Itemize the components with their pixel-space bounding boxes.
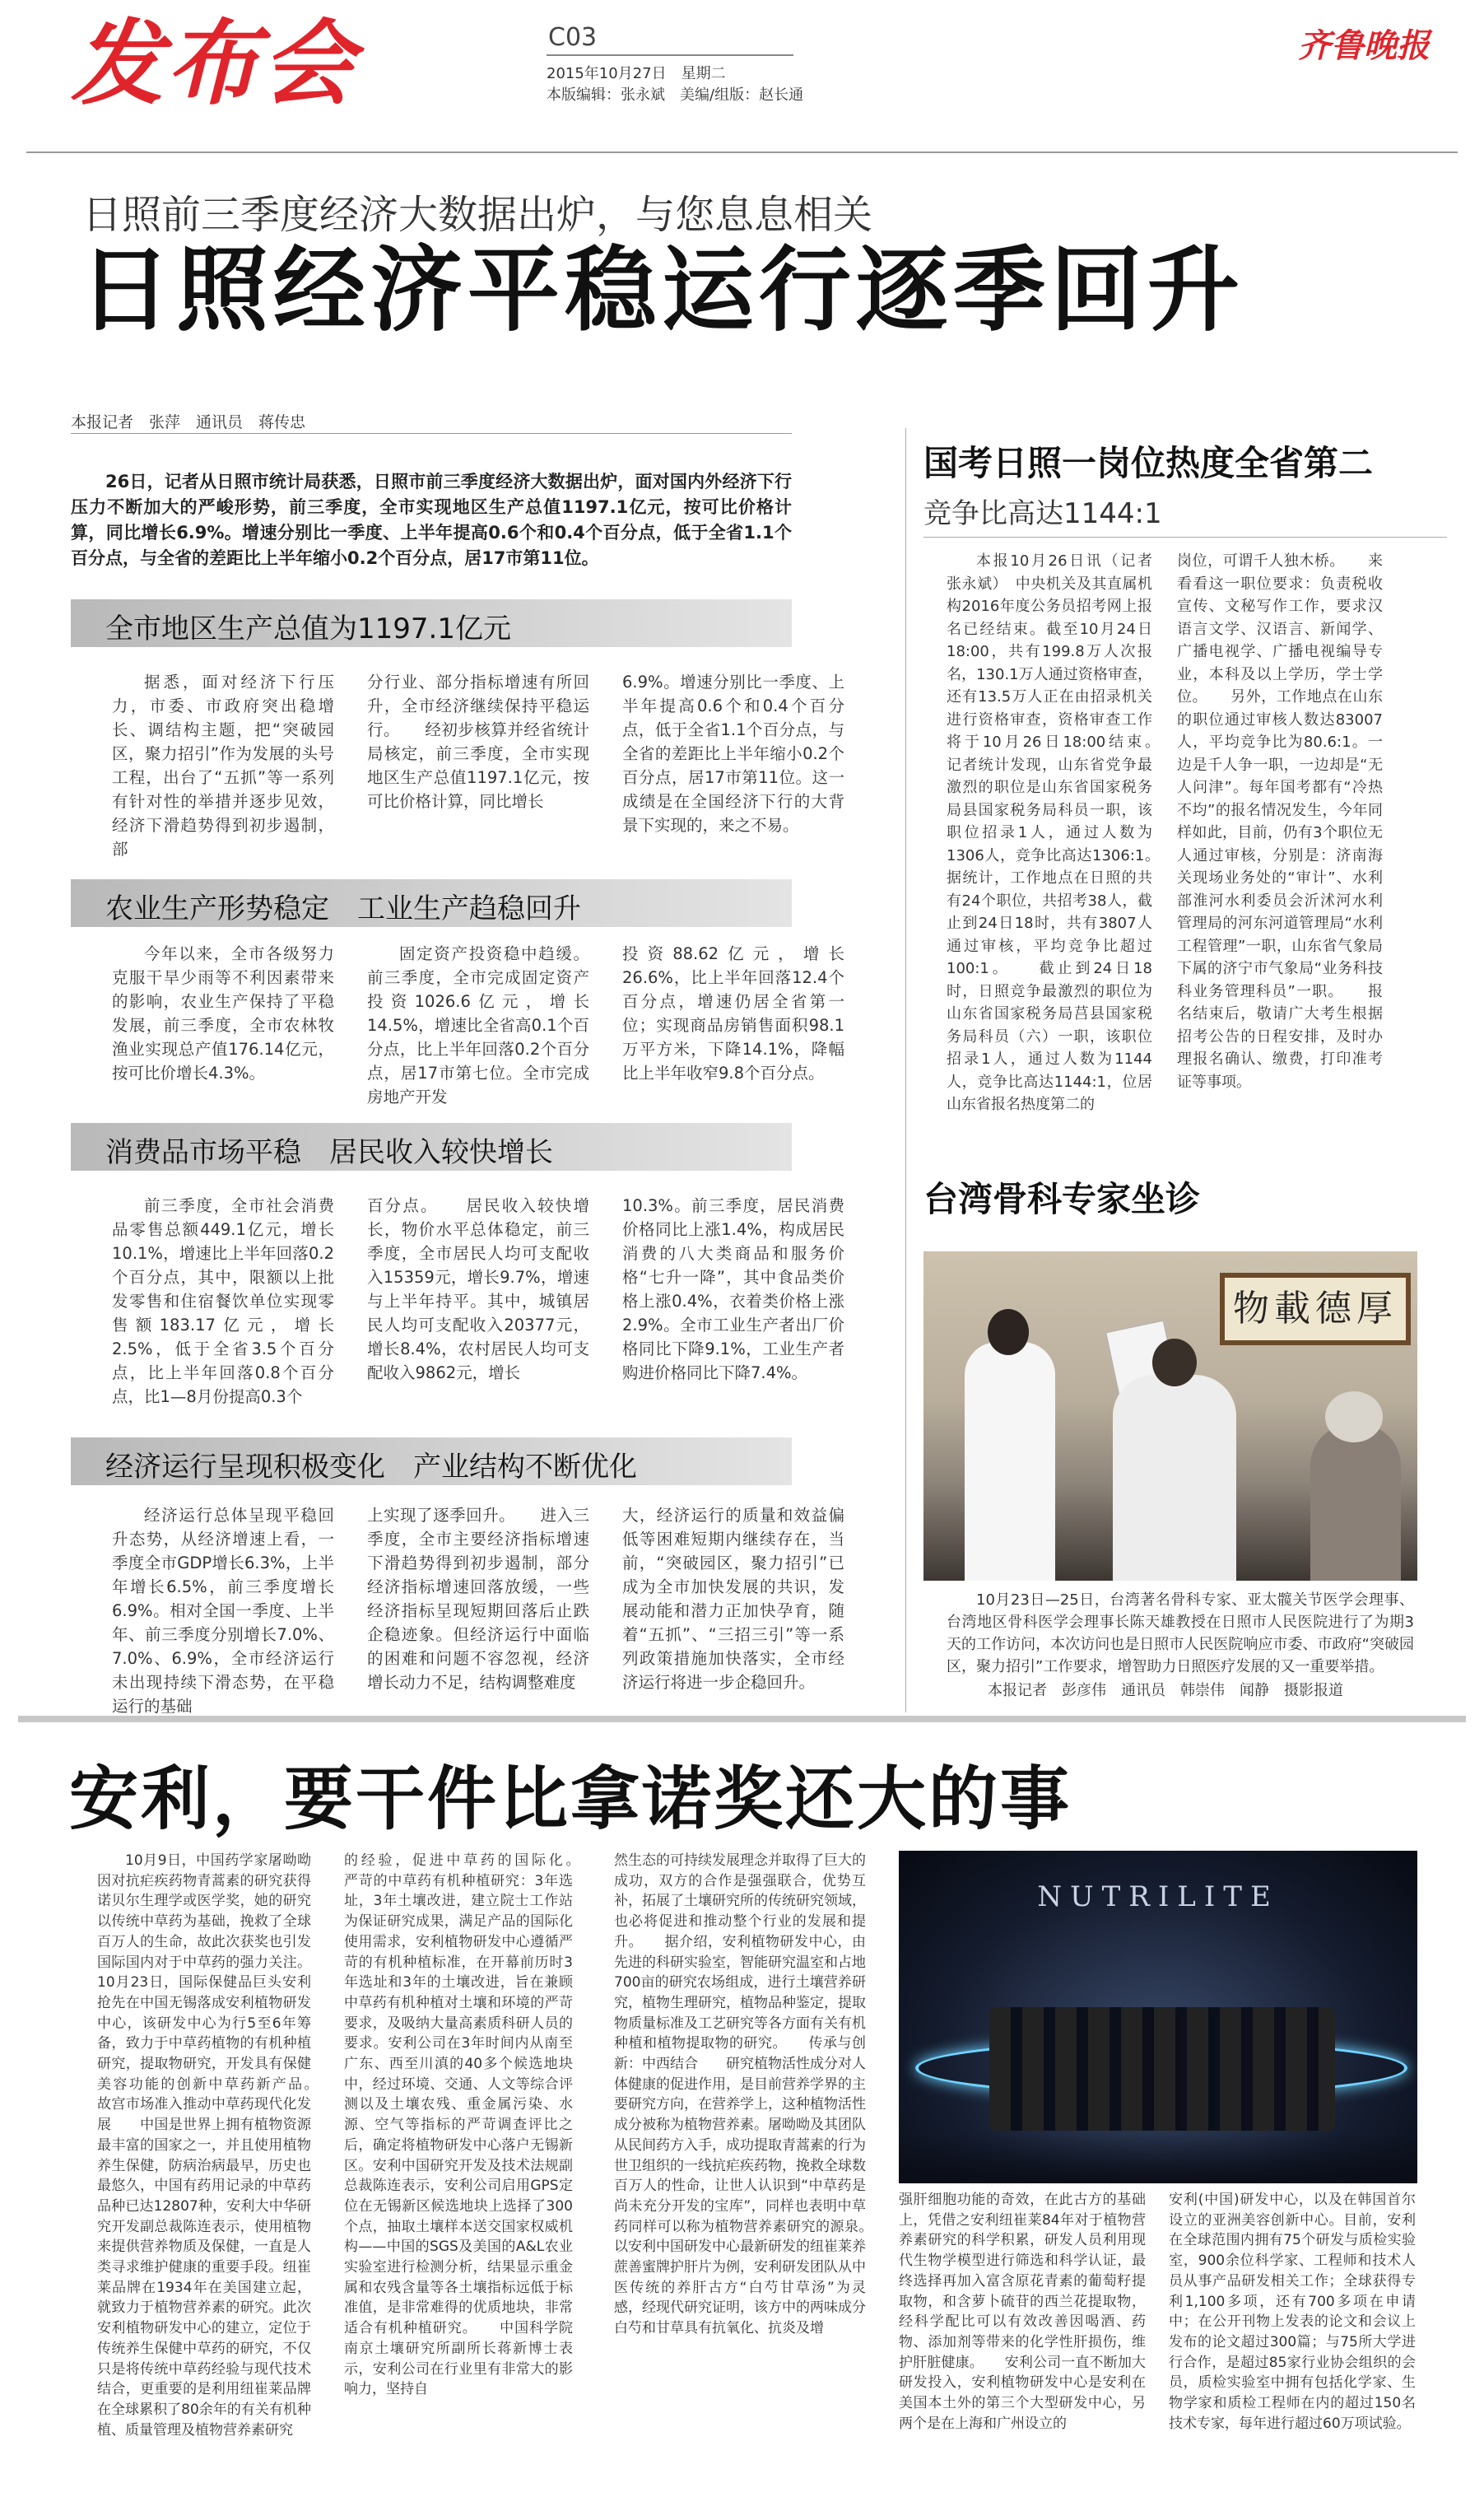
article-column: 前三季度，全市社会消费品零售总额449.1亿元，增长10.1%，增速比上半年回落0.2个百分点，其中，限额以上批发零售和住宿餐饮单位实现零售额183.17亿元，增长2.5%，低于全省3.5个百分点，比上半年回落0.8个百分点，比1—8月份提高0.3个 xyxy=(112,1196,334,1406)
clinic-photo xyxy=(923,1251,1417,1581)
specialist-head xyxy=(1152,1339,1197,1386)
section-heading-text: 经济运行呈现积极变化 产业结构不断优化 xyxy=(105,1451,637,1484)
side-article-rule xyxy=(923,537,1447,538)
article-column: 分行业、部分指标增速有所回升，全市经济继续保持平稳运行。 经初步核算并经省统计局核定，前三季度，全市实现地区生产总值1197.1亿元，按可比价格计算，同比增长 xyxy=(367,673,589,811)
lead-paragraph: 26日，记者从日照市统计局获悉，日照市前三季度经济大数据出炉，面对国内外经济下行压力不断加大的严峻形势，前三季度，全市实现地区生产总值1197.1亿元，按可比价格计算，同比增长6.9%。增速分别比一季度、上半年提高0.6个和0.4个百分点，低于全省1.1个百分点，与全省的差距比上半年缩小0.2个百分点，居17市第11位。 xyxy=(71,472,792,568)
specialist-figure xyxy=(1113,1375,1236,1581)
editor-credits: 本版编辑：张永斌 美编/组版：赵长通 xyxy=(547,86,804,104)
article-column: 10.3%。前三季度，居民消费价格同比上涨1.4%，构成居民消费的八大类商品和服务价格“七升一降”，其中食品类价格上涨0.4%，衣着类价格上涨2.9%。全市工业生产者出厂价格同比下降9.1%，工业生产者购进价格同比下降7.4%。 xyxy=(622,1196,844,1382)
byline-rule xyxy=(71,433,792,434)
side-article-title: 台湾骨科专家坐诊 xyxy=(923,1179,1201,1219)
kicker: 日照前三季度经济大数据出炉，与您息息相关 xyxy=(82,192,873,238)
article-column: 本报10月26日讯（记者 张永斌） 中央机关及其直属机构2016年度公务员招考网上报名已经结束。截至10月24日18:00，共有199.8万人次报名，130.1万人通过资格审查，还有13.5万人正在由招录机关进行资格审查，资格审查工作将于10月26日18:00结束。 记者统计发现，山东省党争最激烈的职位是山东省国家税务局县国家税务局科员一职，该职位招录1人，通过人数为1306人，竞争比高达1306:1。 据统计，工作地点在日照的共有24个职位，共招考38人，截止到24日18时，共有3807人通过审核，平均竞争比超过100:1。 截止到24日18时，日照竞争最激烈的职位为山东省国家税务局莒县国家税务局科员（六）一职，该职位招录1人，通过人数为1144人，竞争比高达1144:1，位居山东省报名热度第二的 xyxy=(947,552,1182,1113)
article-column: 百分点。 居民收入较快增长，物价水平总体稳定，前三季度，全市居民人均可支配收入15359元，增长9.7%，增速与上半年持平。其中，城镇居民人均可支配收入20377元，增长8.4%，农村居民人均可支配收入9862元，增长 xyxy=(367,1196,589,1382)
article-column: 的经验，促进中草药的国际化。 严苛的中草药有机种植研究：3年选址，3年土壤改进，建立院士工作站 为保证研究成果，满足产品的国际化使用需求，安利植物研发中心遵循严苛的有机种植标准，在开幕前历时3年选址和3年的土壤改进，旨在兼顾中草药有机种植对土壤和环境的严苛要求，及吸纳大量高素质科研人员的要求。安利公司在3年时间内从南至广东、西至川滇的40多个候选地块中，经过环境、交通、人文等综合评测以及土壤农残、重金属污染、水源、空气等指标的严苛调查评比之后，确定将植物研发中心落户无锡新区。安利中国研究开发及技术法规副总裁陈连表示，安利公司启用GPS定位在无锡新区候选地块上选择了300个点，抽取土壤样本送交国家权威机构——中国的SGS及美国的A&L农业实验室进行检测分析，结果显示重金属和农残含量等各土壤指标远低于标准值，是非常难得的优质地块，非常适合有机种植研究。 中国科学院南京土壤研究所副所长蒋新博士表示，安利公司在行业里有非常大的影响力，坚持自 xyxy=(344,1852,601,2398)
event-photo xyxy=(899,1851,1417,2183)
article-column: 大，经济运行的质量和效益偏低等困难短期内继续存在，当前，“突破园区，聚力招引”已成为全市加快发展的共识，发展动能和潜力正加快孕育，随着“五抓”、“三招三引”等一系列政策措施加快落实，全市经济运行将进一步企稳回升。 xyxy=(622,1506,844,1692)
column-divider xyxy=(905,428,906,1712)
article-column: 投资88.62亿元，增长26.6%，比上半年回落12.4个百分点，增速仍居全省第一位；实现商品房销售面积98.1万平方米，下降14.1%，降幅比上半年收窄9.8个百分点。 xyxy=(622,944,844,1083)
masthead-title: 发布会 xyxy=(71,11,357,118)
article-column: 10月9日，中国药学家屠呦呦因对抗疟疾药物青蒿素的研究获得诺贝尔生理学或医学奖，她的研究以传统中草药为基础，挽救了全球百万人的生命，故此次获奖也引发国际国内对于中草药的强力关注。10月23日，国际保健品巨头安利抢先在中国无锡落成安利植物研发中心，该研发中心为行5至6年筹备，致力于中草药植物的有机种植研究，提取物研究，开发具有保健美容功能的创新中草药新产品。 故宫市场准入推动中草药现代化发展 中国是世界上拥有植物资源最丰富的国家之一，并且使用植物养生保健，防病治病最早，历史也最悠久，中国有药用记录的中草药品种已达12807种，安利大中华研究开发副总裁陈连表示，使用植物来提供营养物质及保健，一直是人类寻求维护健康的重要手段。纽崔莱品牌在1934年在美国建立起，就致力于植物营养素的研究。此次安利植物研发中心的建立，定位于传统养生保健中草药的研究，不仅只是将传统中草药经验与现代技术结合，更重要的是利用纽崔莱品牌在全球累积了80余年的有关有机种植、质量管理及植物营养素研究 xyxy=(97,1852,339,2439)
article-column: 然生态的可持续发展理念并取得了巨大的成功，双方的合作是强强联合，优势互补，拓展了土壤研究所的传统研究领域，也必将促进和推动整个行业的发展和提升。 据介绍，安利植物研发中心，由先进的科研实验室，智能研究温室和占地700亩的研究农场组成，进行土壤营养研究，植物生理研究，植物品种鉴定，提取物质量标准及工艺研究等各方面有关有机种植和植物提取物的研究。 传承与创新：中西结合 研究植物活性成分对人体健康的促进作用，是目前营养学界的主要研究方向，在营养学上，这种植物活性成分被称为植物营养素。屠呦呦及其团队从民间药方入手，成功提取青蒿素的行为世卫组织的一线抗疟疾药物，挽救全球数百万人的性命，让世人认识到“中草药是尚未充分开发的宝库”，同样也表明中草药同样可以称为植物营养素研究的源泉。 以安利中国研发中心最新研发的纽崔莱养蔗善蜜牌护肝片为例，安利研发团队从中医传统的养肝古方“白芍甘草汤”为灵感，经现代研究证明，该方中的两味成分白芍和甘草具有抗氧化、抗炎及增 xyxy=(614,1852,894,2337)
calligraphy-plaque: 物載德厚 xyxy=(1220,1273,1411,1345)
section-heading-text: 全市地区生产总值为1197.1亿元 xyxy=(105,613,511,645)
section-divider xyxy=(18,1716,1466,1722)
side-article-title: 国考日照一岗位热度全省第二 xyxy=(923,443,1374,483)
section-heading xyxy=(71,1123,792,1171)
masthead-rule xyxy=(547,54,793,56)
article-column: 安利(中国)研发中心，以及在韩国首尔设立的亚洲美容创新中心。目前，安利在全球范围内拥有75个研发与质检实验室，900余位科学家、工程师和技术人员从事产品研发相关工作；全球获得专利1,100多项，还有700多项在申请中；在公开刊物上发表的论文和会议上发布的论文超过300篇；与75所大学进行合作，是超过85家行业协会组织的会员，质检实验室中拥有包括化学家、生物学家和质检工程师在内的超过150名技术专家，每年进行超过60万项试验。 xyxy=(1169,2192,1416,2432)
section-heading-text: 消费品市场平稳 居民收入较快增长 xyxy=(105,1136,553,1169)
patient-head xyxy=(1325,1391,1383,1442)
bottom-headline: 安利，要干件比拿诺奖还大的事 xyxy=(69,1759,1072,1839)
article-column: 据悉，面对经济下行压力，市委、市政府突出稳增长、调结构主题，把“突破园区，聚力招引”作为发展的头号工程，出台了“五抓”等一系列有针对性的举措并逐步见效，经济下滑趋势得到初步遏制，部 xyxy=(112,673,334,859)
guests-row xyxy=(989,2007,1335,2131)
article-column: 固定资产投资稳中趋缓。前三季度，全市完成固定资产投资1026.6亿元，增长14.5%，增速比全省高0.1个百分点，比上半年回落0.2个百分点，居17市第七位。全市完成房地产开发 xyxy=(367,944,589,1106)
stage-floor xyxy=(899,2134,1417,2183)
photo-caption: 10月23日—25日，台湾著名骨科专家、亚太髋关节医学会理事、台湾地区骨科医学会理事长陈天雄教授在日照市人民医院进行了为期3天的工作访问，本次访问也是日照市人民医院响应市委、市政府“突破园区，聚力招引”工作要求，增智助力日照医疗发展的又一重要举措。 xyxy=(947,1591,1414,1675)
header-divider xyxy=(26,151,1458,153)
doctor-figure xyxy=(965,1342,1055,1581)
article-column: 岗位，可谓千人独木桥。 来看看这一职位要求：负责税收宣传、文秘写作工作，要求汉语言文学、汉语言、新闻学、广播电视学、广播电视编导专业，本科及以上学历，学士学位。 另外，工作地点在山东的职位通过审核人数达83007人，平均竞争比为80.6:1。一边是千人争一职，一边却是“无人问津”。每年国考都有“冷热不均”的报名情况发生，今年同样如此，目前，仍有3个职位无人通过审核，分别是：济南海关现场业务处的“审计”、水利部淮河水利委员会沂沭河水利管理局的河东河道管理局“水利工程管理”一职，山东省气象局下属的济宁市气象局“业务科技科业务管理科员”一职。 报名结束后，敬请广大考生根据招考公告的日程安排，及时办理报名确认、缴费，打印准考证等事项。 xyxy=(1177,552,1383,1091)
side-article-subtitle: 竞争比高达1144:1 xyxy=(923,497,1162,530)
main-headline: 日照经济平稳运行逐季回升 xyxy=(79,237,1244,344)
section-heading xyxy=(71,599,792,647)
section-heading xyxy=(71,879,792,927)
article-column: 经济运行总体呈现平稳回升态势，从经济增速上看，一季度全市GDP增长6.3%，上半年增长6.5%，前三季度增长6.9%。相对全国一季度、上半年、前三季度分别增长7.0%、7.0%、6.9%，全市经济运行未出现持续下滑态势，在平稳运行的基础 xyxy=(112,1506,334,1716)
article-column: 上实现了逐季回升。 进入三季度，全市主要经济指标增速下滑趋势得到初步遏制，部分经济指标增速回落放缓，一些经济指标呈现短期回落后止跌企稳迹象。但经济运行中面临的困难和问题不容忽视，经济增长动力不足，结构调整难度 xyxy=(367,1506,589,1692)
article-column: 今年以来，全市各级努力克服干旱少雨等不利因素带来的影响，农业生产保持了平稳发展，前三季度，全市农林牧渔业实现总产值176.14亿元，按可比价增长4.3%。 xyxy=(112,944,334,1083)
newspaper-logo: 齐鲁晚报 xyxy=(1298,26,1430,65)
section-heading xyxy=(71,1437,792,1485)
article-column: 6.9%。增速分别比一季度、上半年提高0.6个和0.4个百分点，低于全省1.1个百分点，与全省的差距比上半年缩小0.2个百分点，居17市第11位。这一成绩是在全国经济下行的大背景下实现的，来之不易。 xyxy=(622,673,844,835)
issue-date: 2015年10月27日 星期二 xyxy=(547,65,726,82)
photo-credit: 本报记者 彭彦伟 通讯员 韩崇伟 闻静 摄影报道 xyxy=(988,1682,1343,1699)
doctor-head xyxy=(988,1309,1029,1355)
article-column: 强肝细胞功能的奇效，在此古方的基础上，凭借之安利纽崔莱84年对于植物营养素研究的科学积累，研发人员利用现代生物学模型进行筛选和科学认证，最终选择再加入富含原花青素的葡萄籽提取物，和含萝卜硫苷的西兰花提取物，经科学配比可以有效改善因喝酒、药物、添加剂等带来的化学性肝损伤，维护肝脏健康。 安利公司一直不断加大研发投入，安利植物研发中心是安利在美国本土外的第三个大型研发中心，另两个是在上海和广州设立的 xyxy=(899,2192,1146,2432)
byline: 本报记者 张萍 通讯员 蒋传忠 xyxy=(71,413,306,431)
patient-figure xyxy=(1310,1424,1401,1581)
brand-sign: NUTRILITE xyxy=(1037,1880,1279,1913)
section-heading-text: 农业生产形势稳定 工业生产趋稳回升 xyxy=(105,892,581,925)
page-number: C03 xyxy=(548,23,598,52)
